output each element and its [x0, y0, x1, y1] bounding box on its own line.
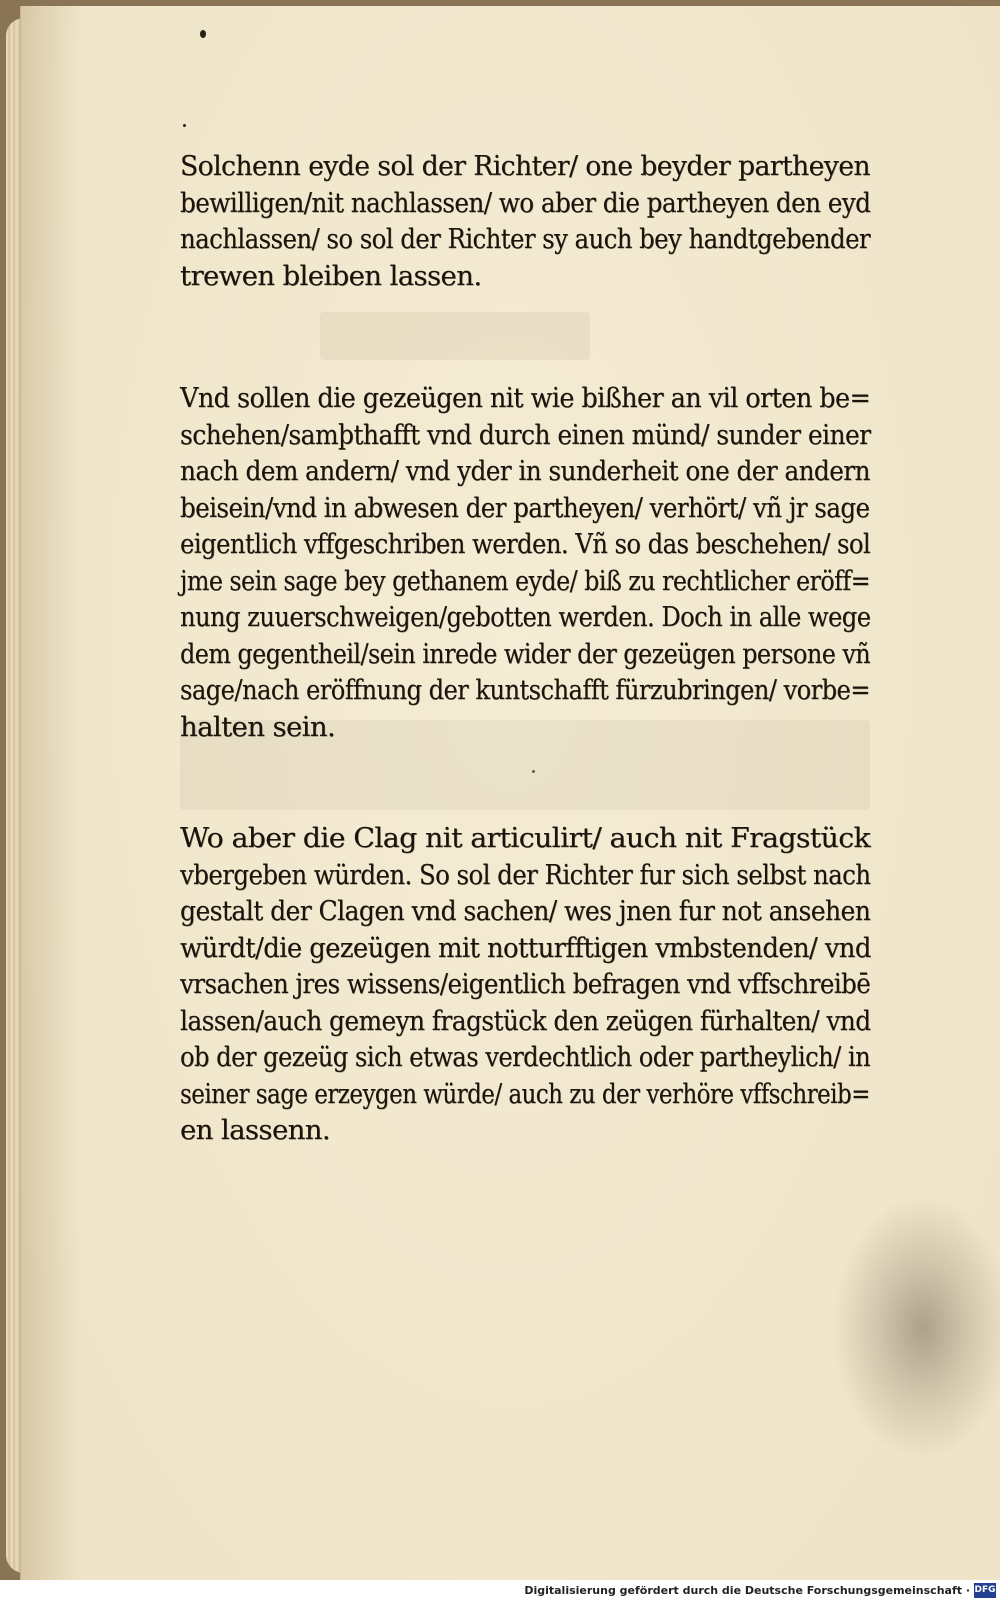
text-line: seiner sage erzeygen würde/ auch zu der verhöre vffschreib=	[180, 1077, 870, 1110]
paragraph-3	[180, 820, 870, 1149]
text-line: schehen/samþthafft vnd durch einen münd/ sunder einer	[180, 418, 871, 451]
text-line: jme sein sage bey gethanem eyde/ biß zu rechtlicher eröff=	[180, 564, 871, 597]
paragraph-1	[180, 148, 870, 294]
text-line: nung zuuerschweigen/gebotten werden. Doch in alle wege	[180, 601, 871, 633]
text-line: nach dem andern/ vnd yder in sunderheit one der andern	[180, 455, 870, 487]
funding-credit: Digitalisierung gefördert durch die Deutsche Forschungsgemeinschaft ·	[524, 1584, 970, 1597]
text-line: Vnd sollen die gezeügen nit wie bißher an vil orten be=	[180, 382, 871, 414]
ink-speck	[532, 770, 535, 773]
text-line: eigentlich vffgeschriben werden. Vñ so das beschehen/ sol	[180, 528, 871, 560]
text-line: vbergeben würden. So sol der Richter fur sich selbst nach	[180, 858, 871, 891]
text-line: Solchenn eyde sol der Richter/ one beyder partheyen	[180, 150, 871, 182]
text-line: dem gegentheil/sein inrede wider der gezeügen persone vñ	[180, 637, 871, 670]
text-line: würdt/die gezeügen mit notturfftigen vmbstenden/ vnd	[180, 931, 871, 964]
text-line: Wo aber die Clag nit articulirt/ auch nit Fragstück	[180, 822, 871, 854]
text-line: vrsachen jres wissens/eigentlich befragen vnd vffschreibē	[180, 968, 871, 1000]
text-line: en lassenn.	[180, 1114, 330, 1146]
text-line: nachlassen/ so sol der Richter sy auch bey handtgebender	[180, 223, 871, 255]
text-line: ob der gezeüg sich etwas verdechtlich oder partheylich/ in	[180, 1041, 871, 1073]
text-line: trewen bleiben lassen.	[180, 259, 482, 292]
bleed-through-shadow	[320, 312, 590, 360]
text-line: sage/nach eröffnung der kuntschafft fürzubringen/ vorbe=	[180, 674, 870, 706]
ink-speck	[183, 124, 186, 127]
text-line: halten sein.	[180, 710, 336, 743]
ink-speck	[200, 30, 206, 38]
text-line: lassen/auch gemeyn fragstück den zeügen fürhalten/ vnd	[180, 1004, 871, 1037]
text-line: gestalt der Clagen vnd sachen/ wes jnen fur not ansehen	[180, 895, 871, 927]
paragraph-2	[180, 380, 870, 745]
text-line: beisein/vnd in abwesen der partheyen/ verhört/ vñ jr sage	[180, 491, 870, 524]
footer-bar	[0, 1580, 1000, 1603]
text-line: bewilligen/nit nachlassen/ wo aber die partheyen den eyd	[180, 186, 871, 219]
dfg-logo: DFG	[974, 1583, 996, 1598]
